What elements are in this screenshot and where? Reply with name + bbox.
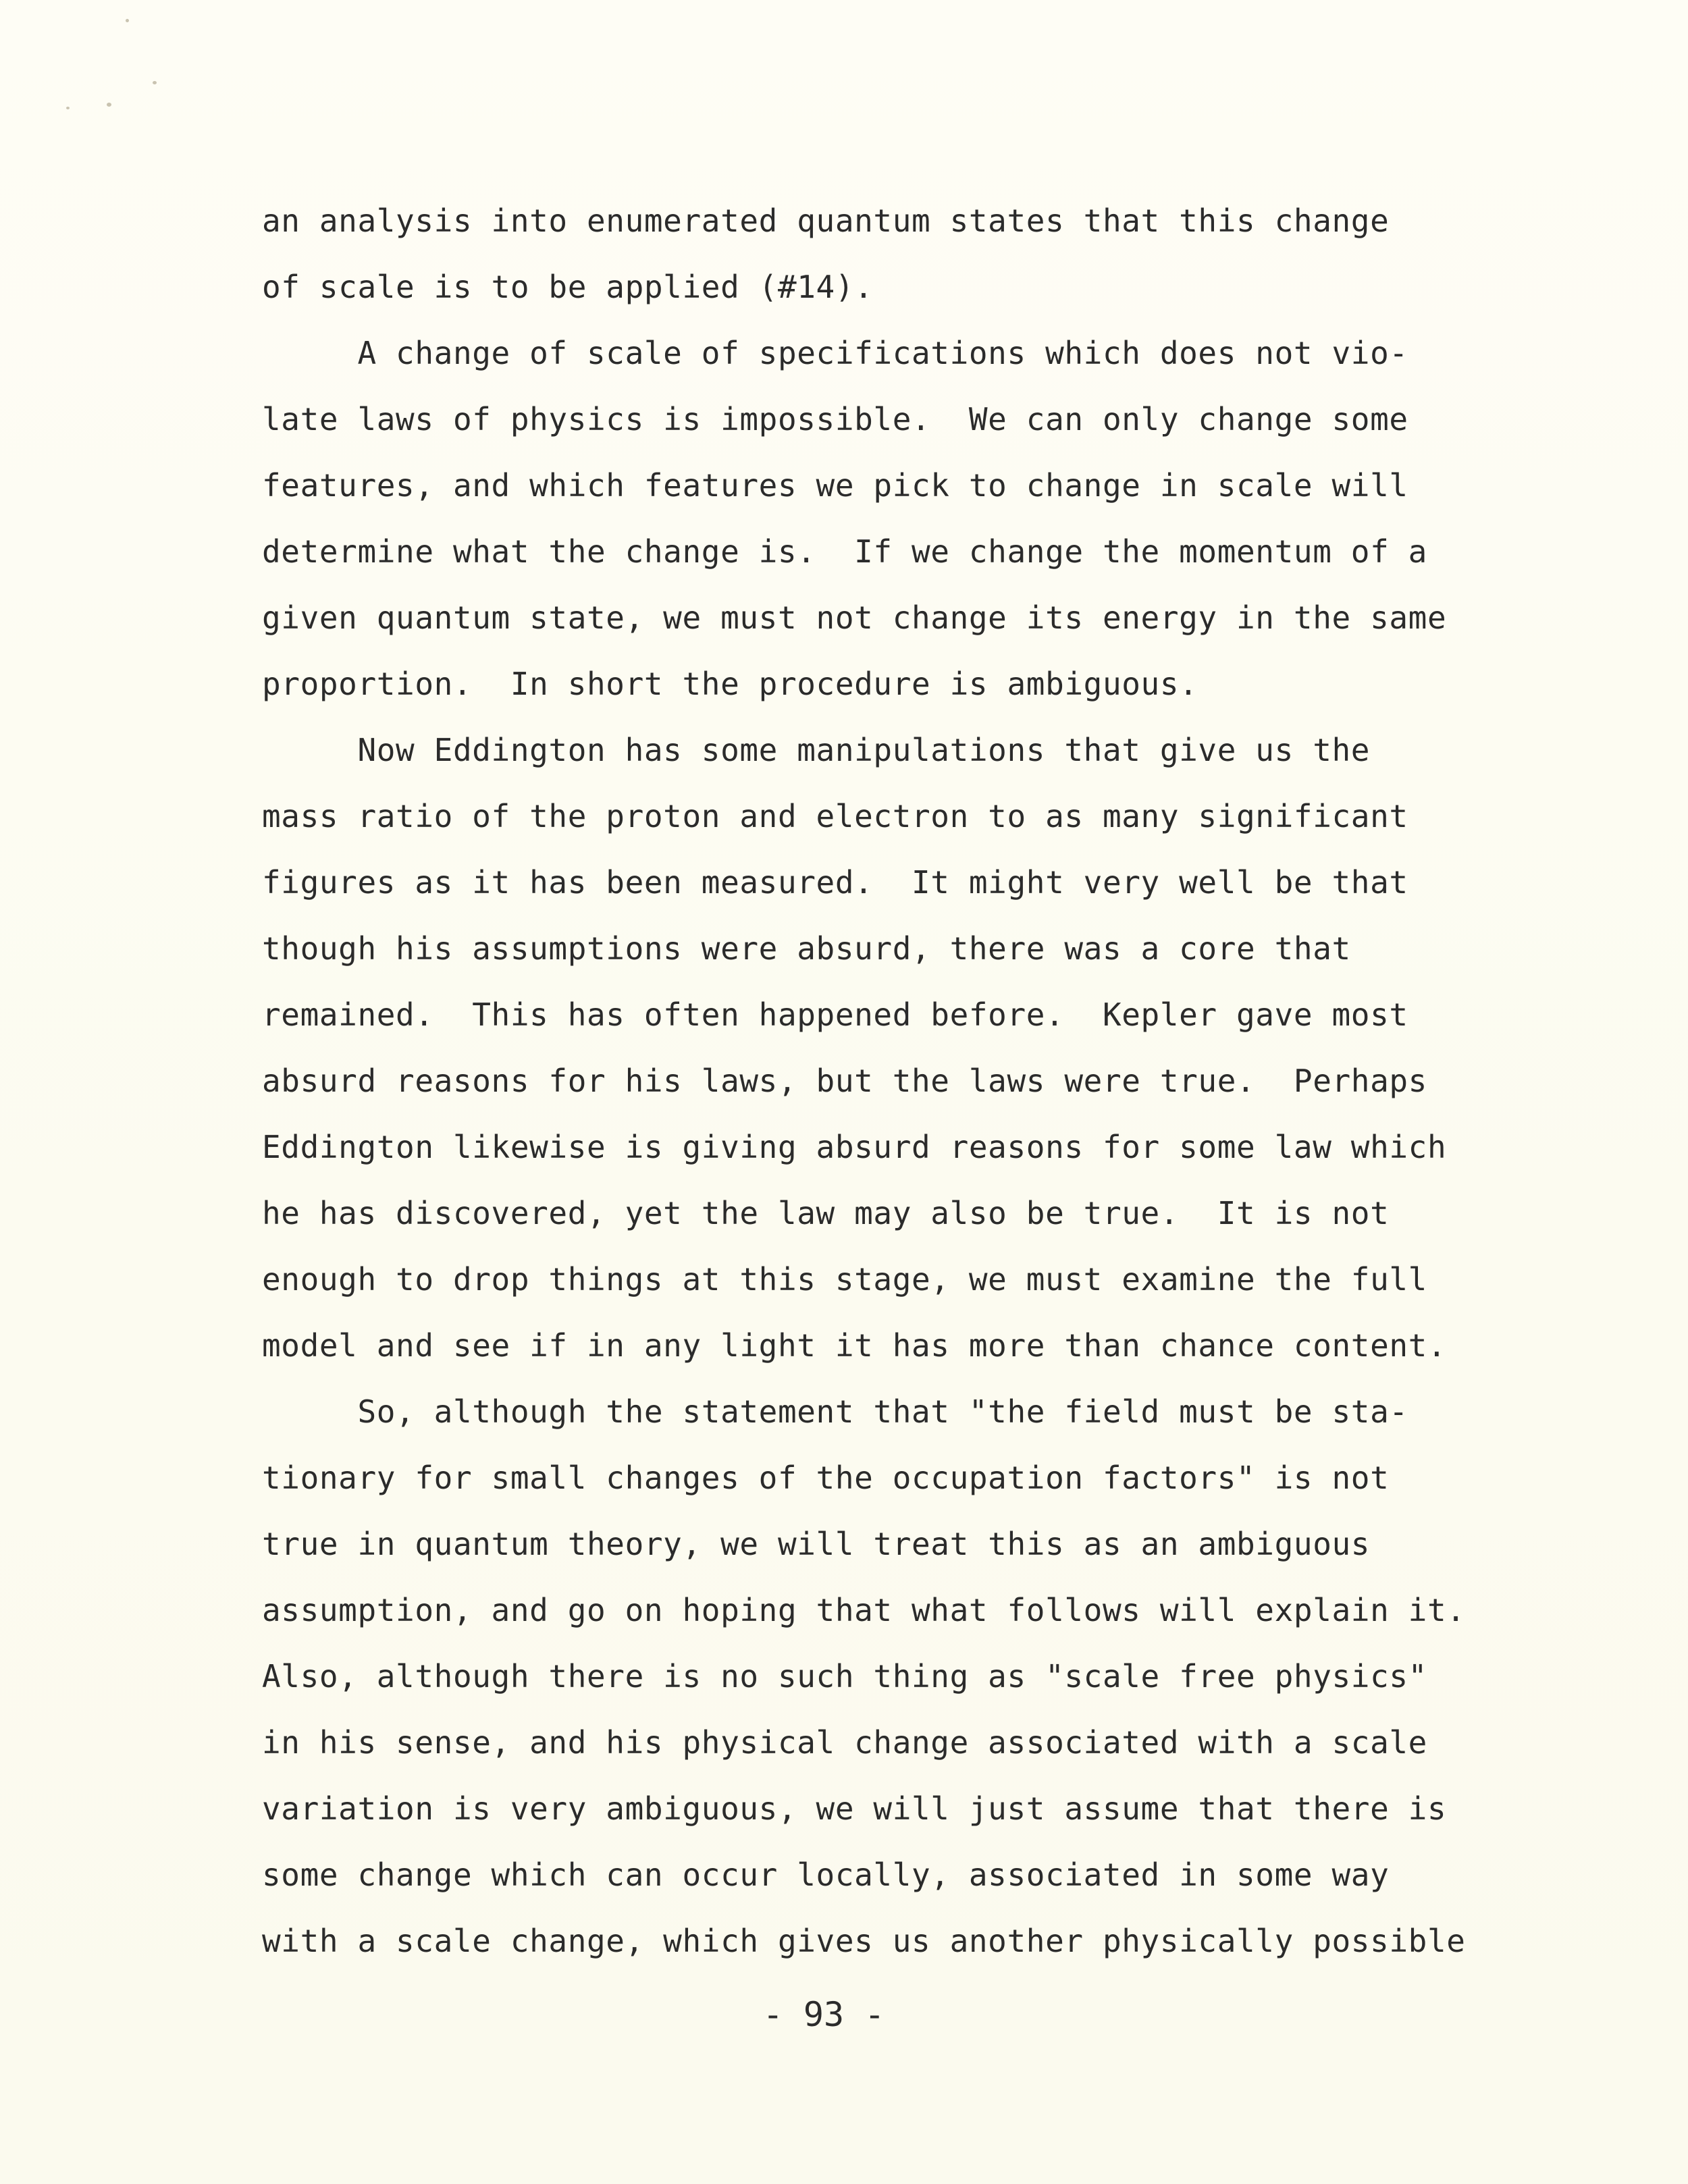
text-line: tionary for small changes of the occupation factors" is not bbox=[262, 1460, 1390, 1496]
text-line: remained. This has often happened before. Kepler gave most bbox=[262, 996, 1408, 1033]
text-line: A change of scale of specifications which does not vio- bbox=[262, 335, 1408, 371]
text-line: he has discovered, yet the law may also be true. It is not bbox=[262, 1195, 1390, 1231]
text-line: assumption, and go on hoping that what follows will explain it. bbox=[262, 1592, 1466, 1628]
text-line: Eddington likewise is giving absurd reasons for some law which bbox=[262, 1129, 1447, 1165]
paper-speck bbox=[66, 107, 70, 109]
text-line: model and see if in any light it has more than chance content. bbox=[262, 1327, 1447, 1364]
text-line: of scale is to be applied (#14). bbox=[262, 269, 874, 305]
text-line: features, and which features we pick to change in scale will bbox=[262, 467, 1408, 504]
paper-speck bbox=[153, 81, 157, 84]
text-line: though his assumptions were absurd, there was a core that bbox=[262, 930, 1351, 967]
text-line: late laws of physics is impossible. We can only change some bbox=[262, 401, 1408, 437]
text-line: with a scale change, which gives us another physically possible bbox=[262, 1923, 1466, 1959]
text-line: an analysis into enumerated quantum states that this change bbox=[262, 203, 1390, 239]
text-line: given quantum state, we must not change its energy in the same bbox=[262, 600, 1447, 636]
text-line: mass ratio of the proton and electron to as many significant bbox=[262, 798, 1408, 834]
text-line: in his sense, and his physical change associated with a scale bbox=[262, 1724, 1427, 1761]
text-line: determine what the change is. If we change the momentum of a bbox=[262, 533, 1427, 570]
page-number: - 93 - bbox=[762, 1995, 885, 2034]
text-line: Now Eddington has some manipulations that give us the bbox=[262, 732, 1371, 768]
text-line: So, although the statement that "the field must be sta- bbox=[262, 1393, 1408, 1430]
text-line: true in quantum theory, we will treat this as an ambiguous bbox=[262, 1526, 1371, 1562]
text-line: Also, although there is no such thing as "scale free physics" bbox=[262, 1658, 1427, 1695]
text-line: absurd reasons for his laws, but the laws were true. Perhaps bbox=[262, 1063, 1427, 1099]
text-line: some change which can occur locally, associated in some way bbox=[262, 1857, 1390, 1893]
text-line: enough to drop things at this stage, we must examine the full bbox=[262, 1261, 1427, 1298]
paper-speck bbox=[107, 103, 111, 107]
text-line: figures as it has been measured. It might very well be that bbox=[262, 864, 1408, 901]
text-line: proportion. In short the procedure is ambiguous. bbox=[262, 666, 1198, 702]
paper-speck bbox=[126, 19, 129, 22]
text-line: variation is very ambiguous, we will just assume that there is bbox=[262, 1790, 1447, 1827]
